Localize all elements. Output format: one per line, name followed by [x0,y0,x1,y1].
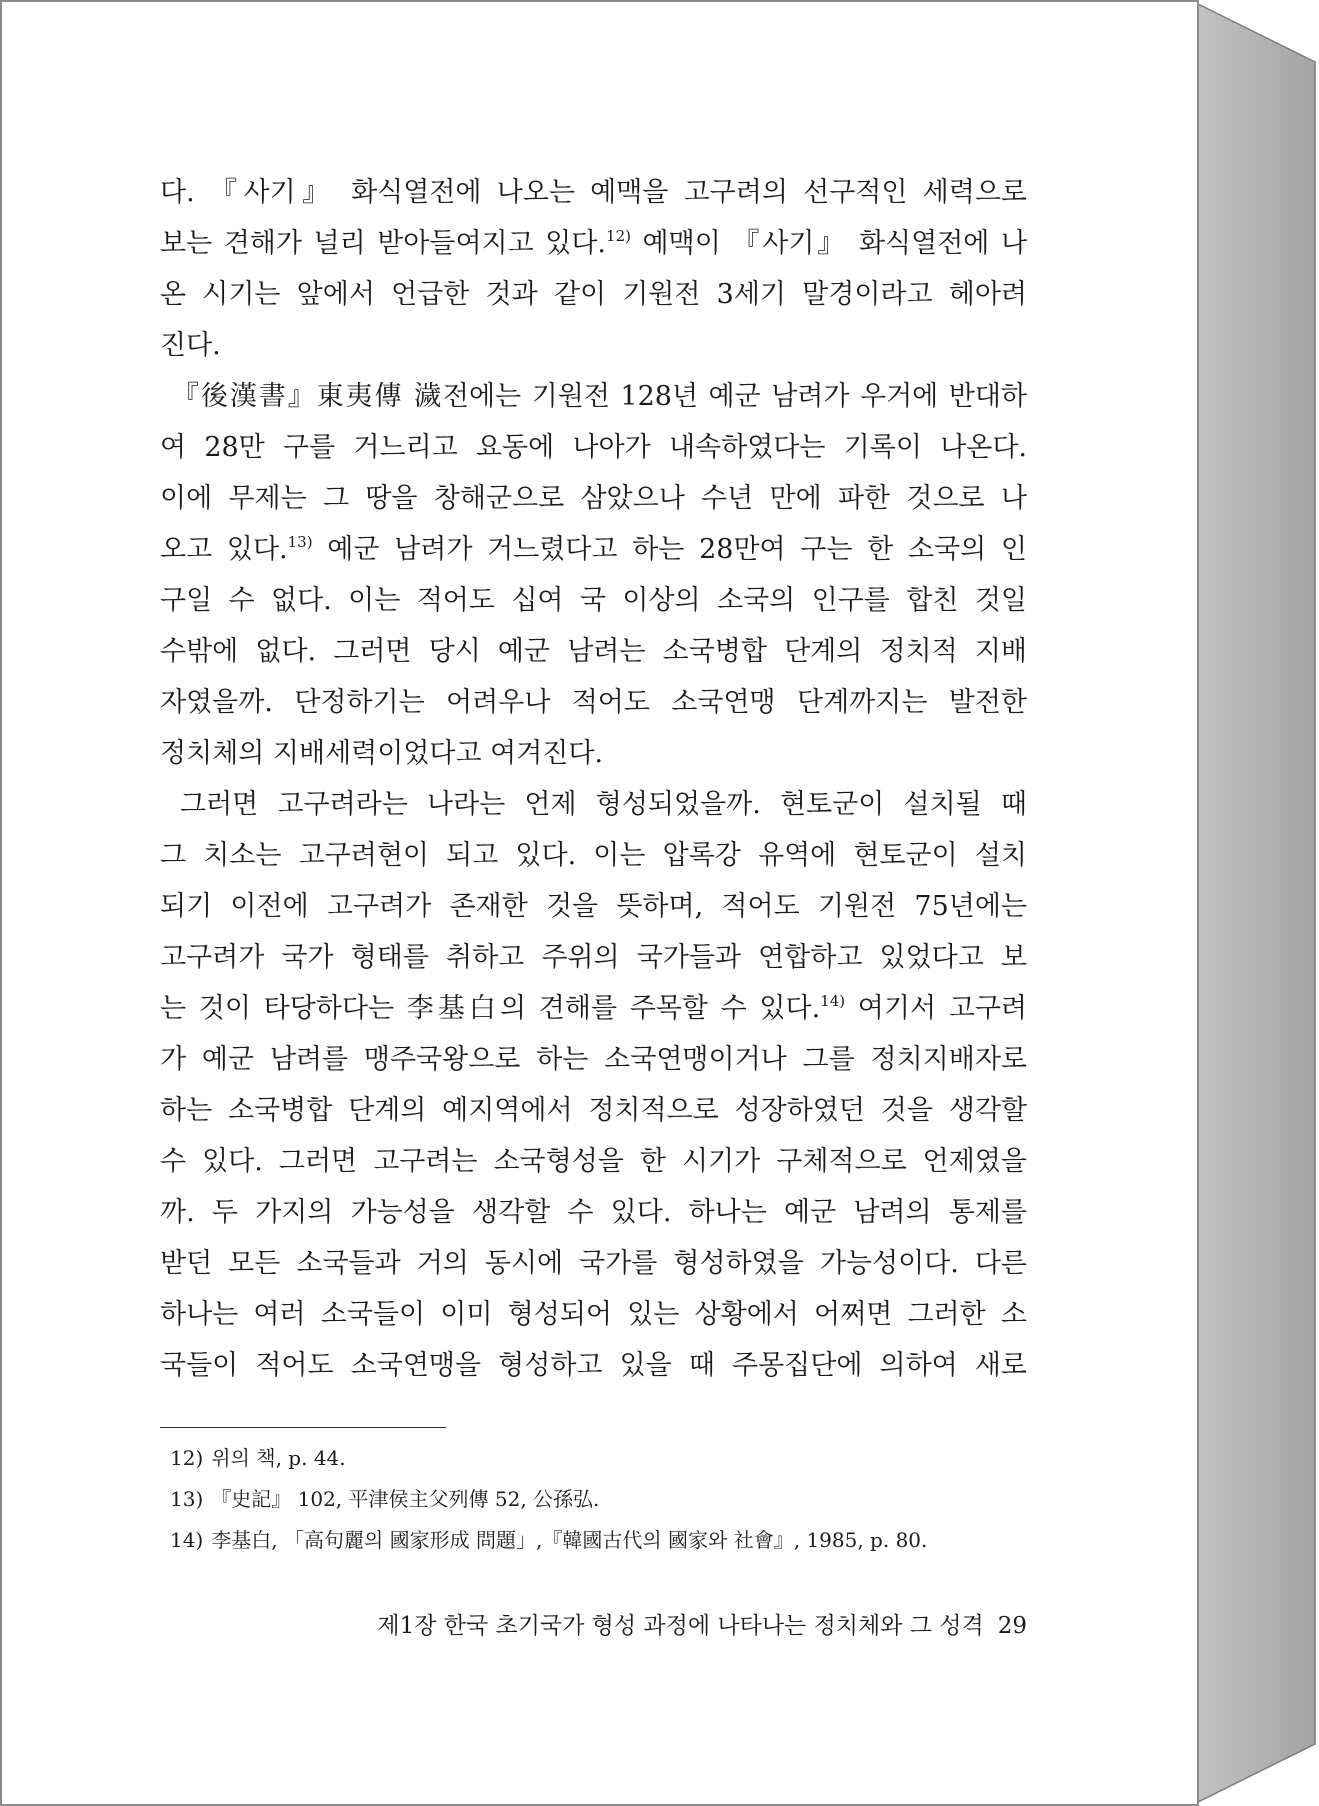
chapter-title: 제1장 한국 초기국가 형성 과정에 나타나는 정치체와 그 성격 [377,1613,984,1639]
text-line: 그러면 고구려라는 나라는 언제 형성되었을까. 현토군이 설치될 때 [180,789,1027,820]
page-number: 29 [997,1613,1027,1639]
footnote [170,1520,1027,1561]
text-line: 그 치소는 고구려현이 되고 있다. 이는 압록강 유역에 현토군이 설치 [160,840,1027,871]
text-line: 정치체의 지배세력이었다고 여겨진다. [160,738,604,769]
text-line [160,983,1027,1034]
text-line: 까. 두 가지의 가능성을 생각할 수 있다. 하나는 예군 남려의 통제를 [160,1197,1027,1228]
text-line [160,524,1027,575]
text-line: 받던 모든 소국들과 거의 동시에 국가를 형성하였을 가능성이다. 다른 [160,1248,1027,1279]
footnote [170,1438,1027,1479]
text-line: 이에 무제는 그 땅을 창해군으로 삼았으나 수년 만에 파한 것으로 나 [160,483,1027,514]
text-segment: 예군 남려가 거느렸다고 하는 28만여 구는 한 소국의 인 [312,534,1027,565]
footnote-number: 14) [170,1528,204,1552]
text-line: 다. 『사기』 화식열전에 나오는 예맥을 고구려의 선구적인 세력으로 [160,177,1027,208]
text-line: 온 시기는 앞에서 언급한 것과 같이 기원전 3세기 말경이라고 헤아려 [160,279,1027,310]
footnote-text: 위의 책, p. 44. [211,1446,346,1470]
footnote-ref: 14) [820,992,846,1010]
text-line: 하는 소국병합 단계의 예지역에서 정치적으로 성장하였던 것을 생각할 [160,1095,1027,1126]
text-segment: 오고 있다. [160,534,288,565]
text-line: 진다. [160,330,221,361]
footnote [170,1479,1027,1520]
text-line: 국들이 적어도 소국연맹을 형성하고 있을 때 주몽집단에 의하여 새로 [160,1350,1027,1381]
text-line: 수 있다. 그러면 고구려는 소국형성을 한 시기가 구체적으로 언제였을 [160,1146,1027,1177]
text-line: 가 예군 남려를 맹주국왕으로 하는 소국연맹이거나 그를 정치지배자로 [160,1044,1027,1075]
text-line: 수밖에 없다. 그러면 당시 예군 남려는 소국병합 단계의 정치적 지배 [160,636,1027,667]
text-segment: 예맥이 『사기』 화식열전에 나 [630,228,1027,259]
text-line [160,218,1027,269]
footnote-text: 『史記』 102, 平津侯主父列傳 52, 公孫弘. [211,1487,600,1511]
footnote-ref: 13) [287,533,313,551]
text-segment: 는 것이 타당하다는 李基白의 견해를 주목할 수 있다. [160,993,821,1024]
text-line: 여 28만 구를 거느리고 요동에 나아가 내속하였다는 기록이 나온다. [160,432,1027,463]
text-line: 되기 이전에 고구려가 존재한 것을 뜻하며, 적어도 기원전 75년에는 [160,891,1027,922]
text-line: 자였을까. 단정하기는 어려우나 적어도 소국연맹 단계까지는 발전한 [160,687,1027,718]
page-stack-side [1198,4,1315,1802]
footnote-number: 13) [170,1487,204,1511]
footnote-number: 12) [170,1446,204,1470]
footnote-text: 李基白, 「高句麗의 國家形成 問題」,『韓國古代의 國家와 社會』, 1985, p. 80. [211,1528,928,1552]
text-line: 『後漢書』東夷傳 濊전에는 기원전 128년 예군 남려가 우거에 반대하 [172,381,1027,412]
running-footer [302,1608,1027,1644]
footnotes [170,1438,1027,1561]
text-line: 하나는 여러 소국들이 이미 형성되어 있는 상황에서 어쩌면 그러한 소 [160,1299,1027,1330]
footnote-rule [160,1427,446,1428]
text-segment: 여기서 고구려 [845,993,1027,1024]
body-text [160,167,1027,1391]
text-line: 고구려가 국가 형태를 취하고 주위의 국가들과 연합하고 있었다고 보 [160,942,1027,973]
footnote-ref: 12) [606,227,631,245]
text-segment: 보는 견해가 널리 받아들여지고 있다. [160,228,607,259]
text-line: 구일 수 없다. 이는 적어도 십여 국 이상의 소국의 인구를 합친 것일 [160,585,1027,616]
